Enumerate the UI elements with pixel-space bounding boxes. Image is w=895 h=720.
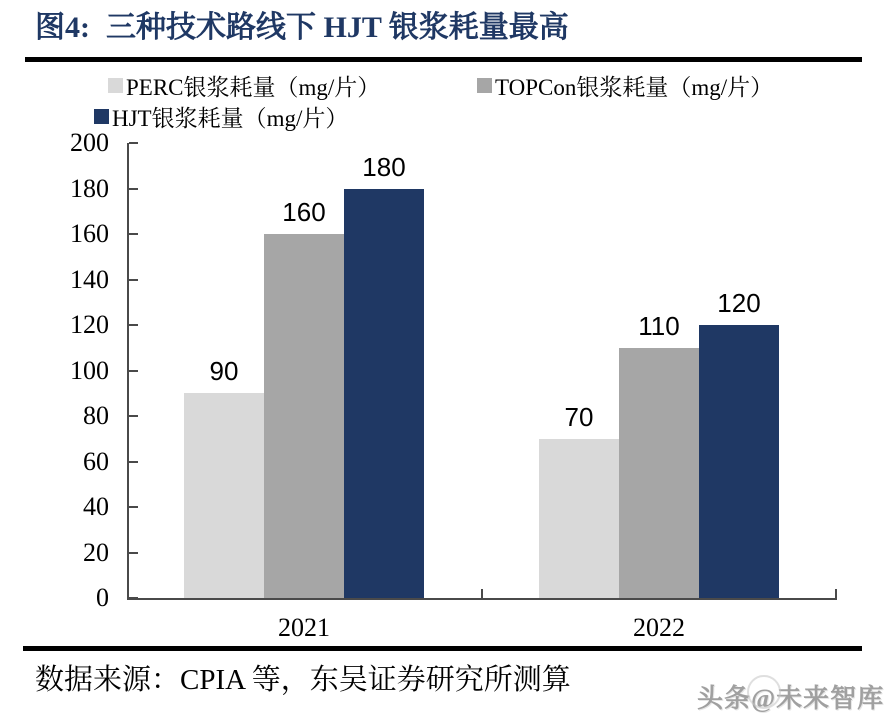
legend-item-hjt <box>94 101 348 131</box>
figure-title-text: 三种技术路线下 HJT 银浆耗量最高 <box>106 11 569 44</box>
bar-group-2021 <box>184 151 424 599</box>
bar-topcon-2022 <box>619 310 699 598</box>
plot-area <box>70 128 837 642</box>
y-axis-label: 60 <box>83 446 109 476</box>
x-axis-tick-mid <box>481 589 483 598</box>
bar-perc-2022 <box>539 401 619 598</box>
bar-value-label-perc-2021: 90 <box>209 356 239 387</box>
watermark-label: 头条@未来智库 <box>697 684 885 713</box>
bottom-divider-rule <box>23 646 862 651</box>
legend-swatch-hjt <box>94 109 109 124</box>
legend-swatch-topcon <box>477 78 492 93</box>
bar-value-label-perc-2022: 70 <box>564 401 594 432</box>
y-axis-label: 180 <box>70 173 109 203</box>
y-axis-tick <box>129 279 138 281</box>
data-source-text: 数据来源：CPIA 等，东吴证券研究所测算 <box>35 664 571 696</box>
figure-title <box>35 6 569 50</box>
y-axis-tick <box>129 142 138 144</box>
figure-number-label: 图4: <box>35 11 90 44</box>
y-axis-label: 200 <box>70 128 109 157</box>
y-axis-tick <box>129 461 138 463</box>
legend-label-perc: PERC银浆耗量（mg/片） <box>126 74 381 100</box>
y-axis-tick <box>129 324 138 326</box>
y-axis-tick <box>129 552 138 554</box>
x-axis-tick-end <box>835 589 837 598</box>
y-axis-label: 20 <box>83 537 109 567</box>
y-axis-label: 100 <box>70 355 109 385</box>
y-axis-tick <box>129 233 138 235</box>
legend-item-perc <box>108 70 380 100</box>
watermark-logo-icon <box>747 675 781 709</box>
y-axis-tick <box>129 415 138 417</box>
bar-topcon-2021 <box>264 197 344 598</box>
bar-value-label-hjt-2022: 120 <box>717 288 761 318</box>
legend-item-topcon <box>477 70 773 100</box>
x-axis-label-2021: 2021 <box>278 613 330 642</box>
y-axis-label: 0 <box>96 583 109 612</box>
y-axis-tick <box>129 597 138 599</box>
bar-hjt-2022 <box>699 288 779 598</box>
y-axis-tick <box>129 506 138 508</box>
bar-hjt-2021 <box>344 151 424 599</box>
y-axis-tick <box>129 188 138 190</box>
bar-value-label-hjt-2021: 180 <box>362 151 406 182</box>
y-axis-label: 40 <box>83 492 109 521</box>
bar-group-2022 <box>539 288 779 598</box>
y-axis-label: 140 <box>70 264 109 294</box>
y-axis-label: 160 <box>70 219 109 248</box>
y-axis-label: 120 <box>70 310 109 339</box>
legend-label-topcon: TOPCon银浆耗量（mg/片） <box>495 74 774 100</box>
watermark-text <box>697 682 884 716</box>
legend-swatch-perc <box>108 78 123 93</box>
bar-value-label-topcon-2022: 110 <box>638 310 680 341</box>
bar-perc-2021 <box>184 356 264 598</box>
bar-value-label-topcon-2021: 160 <box>282 197 326 227</box>
legend-label-hjt: HJT银浆耗量（mg/片） <box>112 105 349 131</box>
x-axis-label-2022: 2022 <box>633 613 685 642</box>
title-divider-rule <box>25 57 862 62</box>
y-axis-tick <box>129 370 138 372</box>
y-axis-label: 80 <box>83 401 109 430</box>
